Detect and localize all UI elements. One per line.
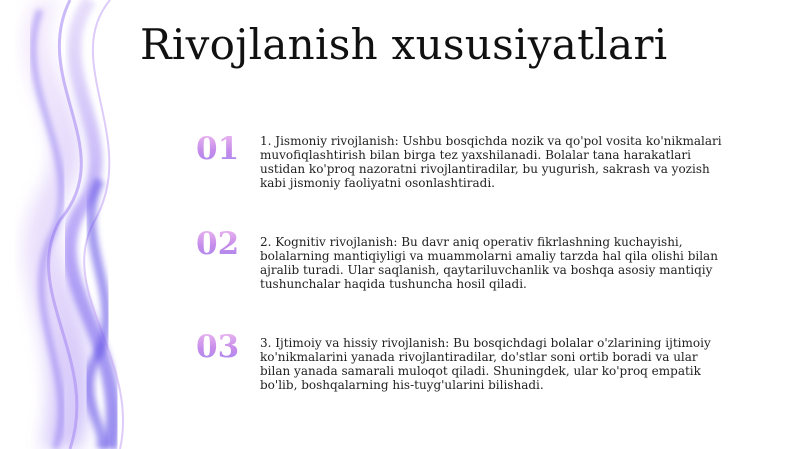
item-text: 1. Jismoniy rivojlanish: Ushbu bosqichda nozik va qo'pol vosita ko'nikmalari muvofiqlashtirish bilan birga tez yaxshilanadi. Bolalar tana harakatlari ustidan ko'proq nazoratni rivojlantiradilar, bu yugurish, sakrash va yozish kabi jismoniy faoliyatni osonlashtiradi.	[260, 134, 722, 190]
item-number: 02	[196, 229, 248, 260]
item-number: 01	[196, 134, 248, 165]
slide-title: Rivojlanish xususiyatlari	[140, 20, 668, 69]
item-number: 03	[196, 332, 248, 363]
item-text: 2. Kognitiv rivojlanish: Bu davr aniq operativ fikrlashning kuchayishi, bolalarning mantiqiyligi va muammolarni amaliy tarzda hal qila olishi bilan ajralib turadi. Ular saqlanish, qaytariluvchanlik va boshqa asosiy mantiqiy tushunchalar haqida tushuncha hosil qiladi.	[260, 235, 718, 291]
item-text: 3. Ijtimoiy va hissiy rivojlanish: Bu bosqichdagi bolalar o'zlarining ijtimoiy ko'nikmalarini yanada rivojlantiradilar, do'stlar soni ortib boradi va ular bilan yanada samarali muloqot qiladi. Shuningdek, ular ko'proq empatik bo'lib, boshqalarning his-tuyg'ularini bilishadi.	[260, 336, 711, 392]
